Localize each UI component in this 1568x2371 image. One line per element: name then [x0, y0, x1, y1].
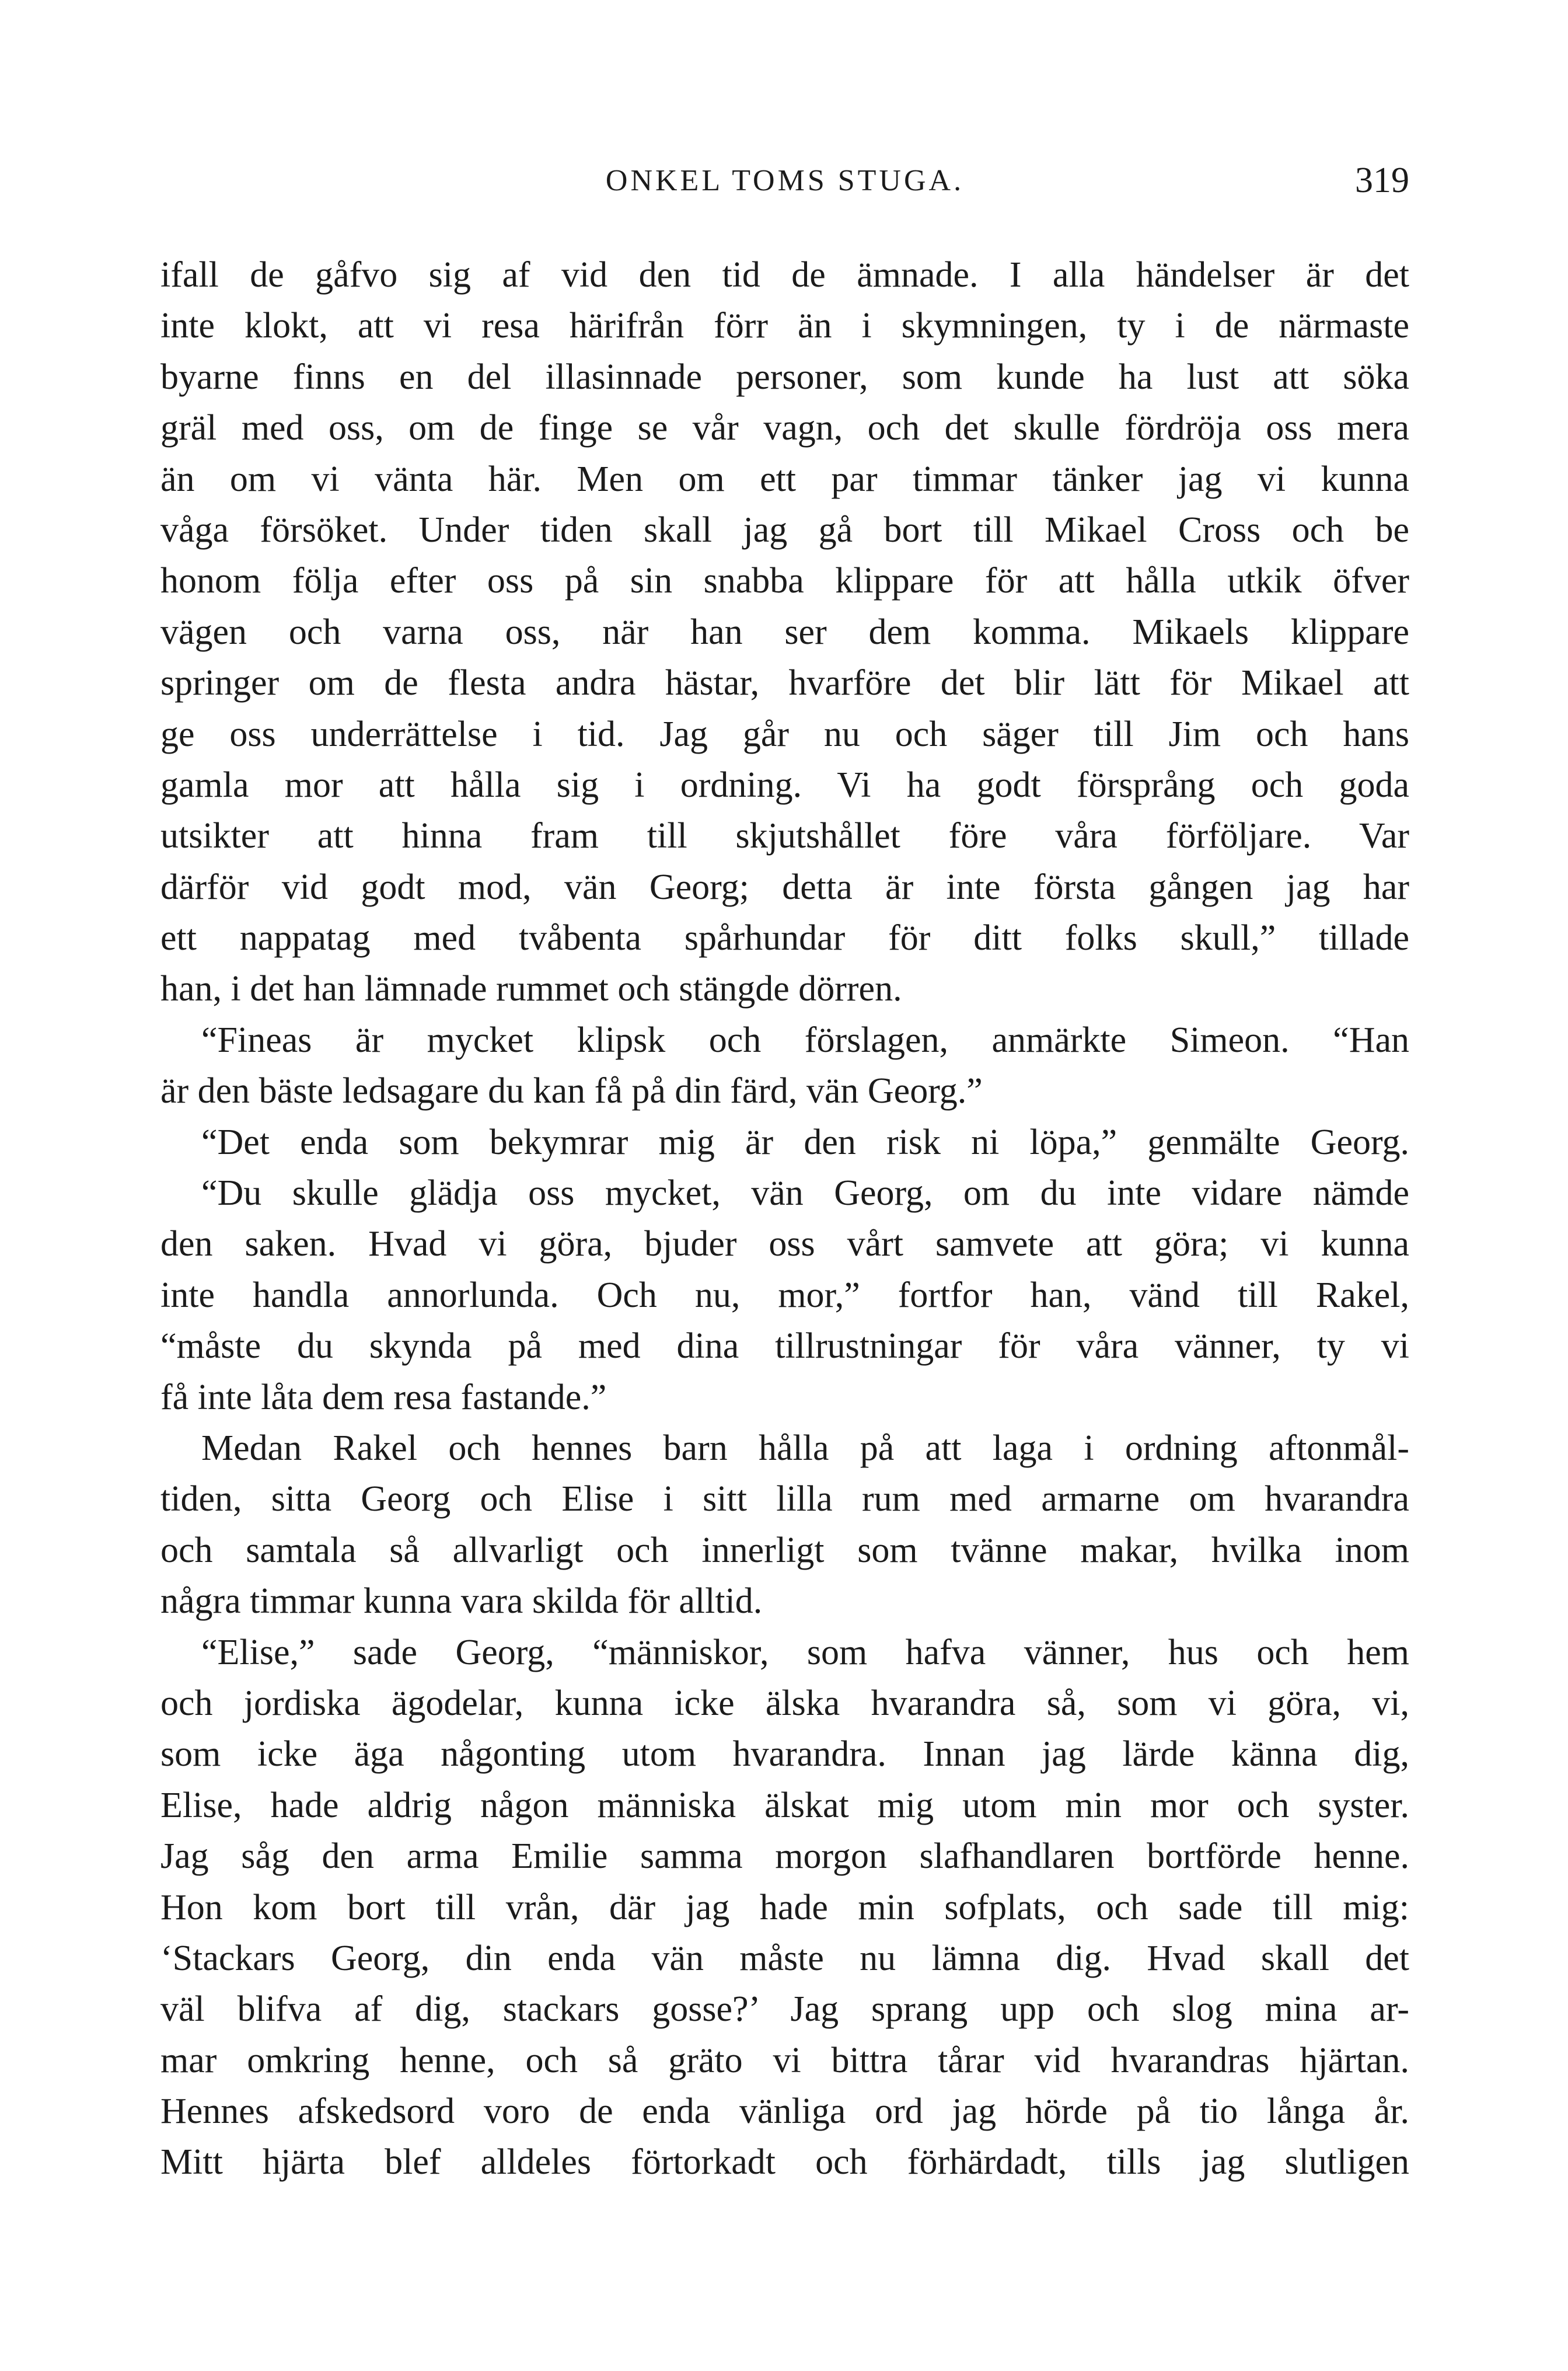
text-line: han, i det han lämnade rummet och stängde dörren.: [160, 969, 902, 1009]
text-line: våga försöket. Under tiden skall jag gå bort till Mikael Cross och be: [160, 510, 1409, 550]
text-line: honom följa efter oss på sin snabba klippare för att hålla utkik öfver: [160, 561, 1409, 601]
text-line: ‘Stackars Georg, din enda vän måste nu lämna dig. Hvad skall det: [160, 1938, 1409, 1978]
text-line: byarne finns en del illasinnade personer, som kunde ha lust att söka: [160, 357, 1409, 397]
text-line: väl blifva af dig, stackars gosse?’ Jag sprang upp och slog mina ar-: [160, 1989, 1409, 2030]
text-line: ett nappatag med tvåbenta spårhundar för ditt folks skull,” tillade: [160, 918, 1409, 958]
text-line: utsikter att hinna fram till skjutshållet före våra förföljare. Var: [160, 816, 1409, 856]
text-line: är den bäste ledsagare du kan få på din färd, vän Georg.”: [160, 1071, 983, 1111]
text-line: Jag såg den arma Emilie samma morgon slafhandlaren bortförde henne.: [160, 1836, 1409, 1877]
text-line: ifall de gåfvo sig af vid den tid de ämnade. I alla händelser är det: [160, 255, 1409, 295]
text-line: “Du skulle glädja oss mycket, vän Georg, om du inte vidare nämde: [201, 1173, 1409, 1214]
text-line: än om vi vänta här. Men om ett par timmar tänker jag vi kunna: [160, 459, 1409, 499]
text-line: och samtala så allvarligt och innerligt som tvänne makar, hvilka inom: [160, 1530, 1409, 1570]
text-line: “Det enda som bekymrar mig är den risk ni löpa,” genmälte Georg.: [201, 1122, 1409, 1162]
text-line: mar omkring henne, och så gräto vi bittra tårar vid hvarandras hjärtan.: [160, 2040, 1409, 2080]
text-line: gräl med oss, om de finge se vår vagn, och det skulle fördröja oss mera: [160, 408, 1409, 448]
text-line: som icke äga någonting utom hvarandra. Innan jag lärde känna dig,: [160, 1734, 1409, 1774]
text-line: Hon kom bort till vrån, där jag hade min sofplats, och sade till mig:: [160, 1887, 1409, 1927]
running-title: ONKEL TOMS STUGA.: [605, 164, 965, 197]
text-line: Mitt hjärta blef alldeles förtorkadt och förhärdadt, tills jag slutligen: [160, 2142, 1409, 2182]
text-line: “måste du skynda på med dina tillrustningar för våra vänner, ty vi: [160, 1326, 1409, 1366]
text-line: springer om de flesta andra hästar, hvarföre det blir lätt för Mikael att: [160, 663, 1409, 703]
text-line: Hennes afskedsord voro de enda vänliga ord jag hörde på tio långa år.: [160, 2091, 1409, 2132]
text-line: få inte låta dem resa fastande.”: [160, 1377, 607, 1417]
text-line: och jordiska ägodelar, kunna icke älska hvarandra så, som vi göra, vi,: [160, 1683, 1409, 1723]
text-line: “Elise,” sade Georg, “människor, som hafva vänner, hus och hem: [201, 1632, 1409, 1672]
text-line: inte klokt, att vi resa härifrån förr än i skymningen, ty i de närmaste: [160, 306, 1409, 346]
text-line: tiden, sitta Georg och Elise i sitt lilla rum med armarne om hvarandra: [160, 1479, 1409, 1519]
text-line: Medan Rakel och hennes barn hålla på att laga i ordning aftonmål-: [201, 1428, 1409, 1468]
body-text: [160, 250, 1409, 2188]
text-line: därför vid godt mod, vän Georg; detta är inte första gången jag har: [160, 867, 1409, 907]
text-line: gamla mor att hålla sig i ordning. Vi ha godt försprång och goda: [160, 765, 1409, 805]
text-line: inte handla annorlunda. Och nu, mor,” fortfor han, vänd till Rakel,: [160, 1275, 1409, 1315]
text-line: vägen och varna oss, när han ser dem komma. Mikaels klippare: [160, 612, 1409, 652]
text-line: “Fineas är mycket klipsk och förslagen, anmärkte Simeon. “Han: [201, 1020, 1409, 1060]
text-line: ge oss underrättelse i tid. Jag går nu och säger till Jim och hans: [160, 714, 1409, 754]
text-line: Elise, hade aldrig någon människa älskat mig utom min mor och syster.: [160, 1785, 1409, 1825]
running-head: [160, 158, 1409, 210]
text-line: några timmar kunna vara skilda för alltid.: [160, 1581, 763, 1622]
text-line: den saken. Hvad vi göra, bjuder oss vårt samvete att göra; vi kunna: [160, 1224, 1409, 1264]
page-number: 319: [1355, 161, 1409, 200]
